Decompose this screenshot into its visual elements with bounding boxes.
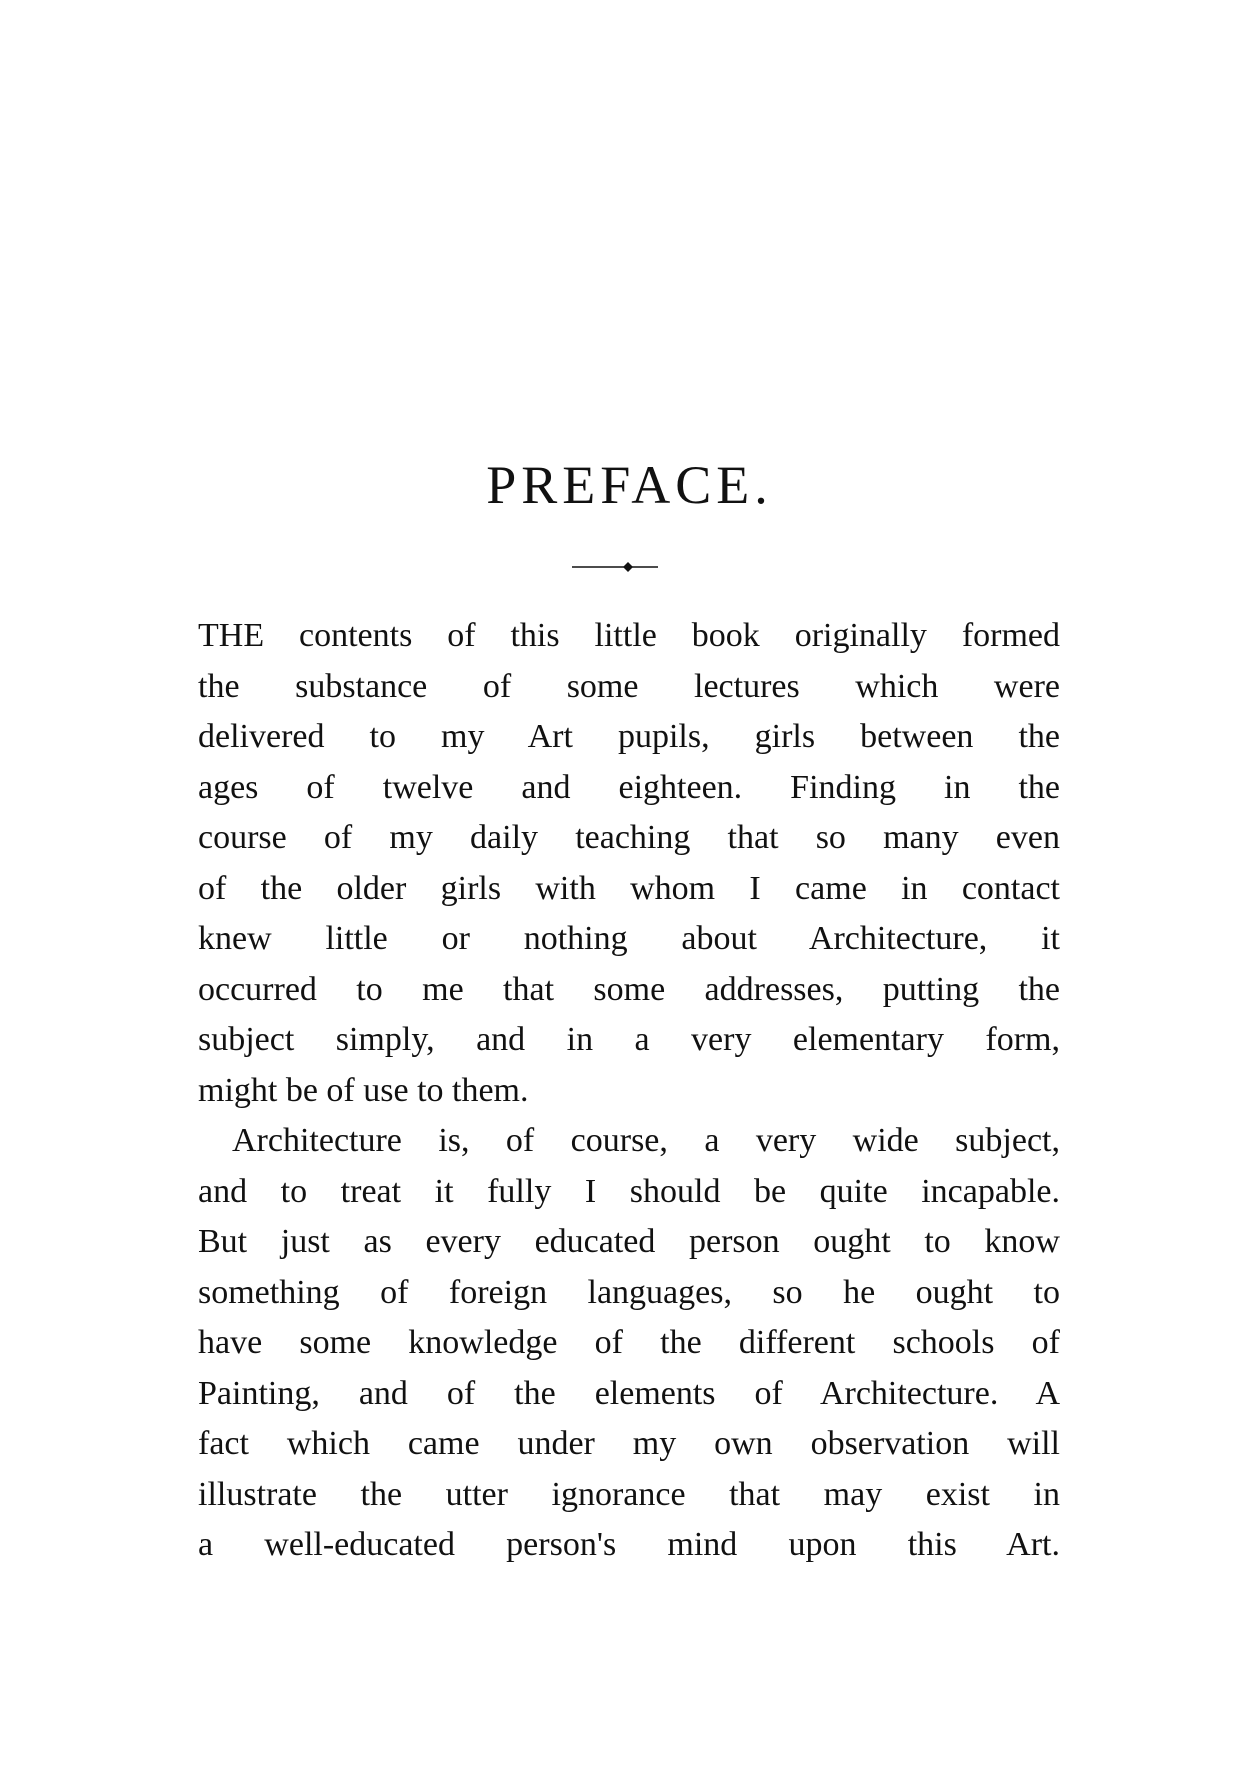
text-line: something of foreign languages, so he ought to [198, 1273, 1060, 1311]
text-line: knew little or nothing about Architecture, it [198, 920, 1060, 957]
preface-body [198, 611, 1060, 1571]
text-line: ages of twelve and eighteen. Finding in the [198, 768, 1060, 806]
text-line: a well-educated person's mind upon this Art. [198, 1526, 1060, 1563]
text-line: illustrate the utter ignorance that may exist in [198, 1475, 1060, 1513]
text-line: have some knowledge of the different schools of [198, 1324, 1060, 1361]
page-title: PREFACE. [486, 455, 773, 515]
text-line: THE contents of this little book originally formed [198, 617, 1060, 654]
text-line: fact which came under my own observation will [198, 1425, 1060, 1462]
text-line: might be of use to them. [198, 1071, 529, 1109]
text-line: Architecture is, of course, a very wide subject, [232, 1122, 1060, 1159]
text-line: course of my daily teaching that so many even [198, 819, 1060, 856]
text-line: Painting, and of the elements of Architecture. A [198, 1374, 1060, 1412]
ornament-rule-icon [570, 560, 660, 574]
text-line: occurred to me that some addresses, putting the [198, 970, 1060, 1008]
paragraph-1 [198, 611, 1060, 1116]
text-line: subject simply, and in a very elementary form, [198, 1021, 1060, 1058]
text-line: of the older girls with whom I came in contact [198, 869, 1060, 907]
paragraph-2 [198, 1116, 1060, 1571]
text-line: delivered to my Art pupils, girls between the [198, 718, 1060, 755]
text-line: But just as every educated person ought to know [198, 1223, 1060, 1260]
text-line: and to treat it fully I should be quite incapable. [198, 1172, 1060, 1210]
text-line: the substance of some lectures which were [198, 667, 1060, 705]
